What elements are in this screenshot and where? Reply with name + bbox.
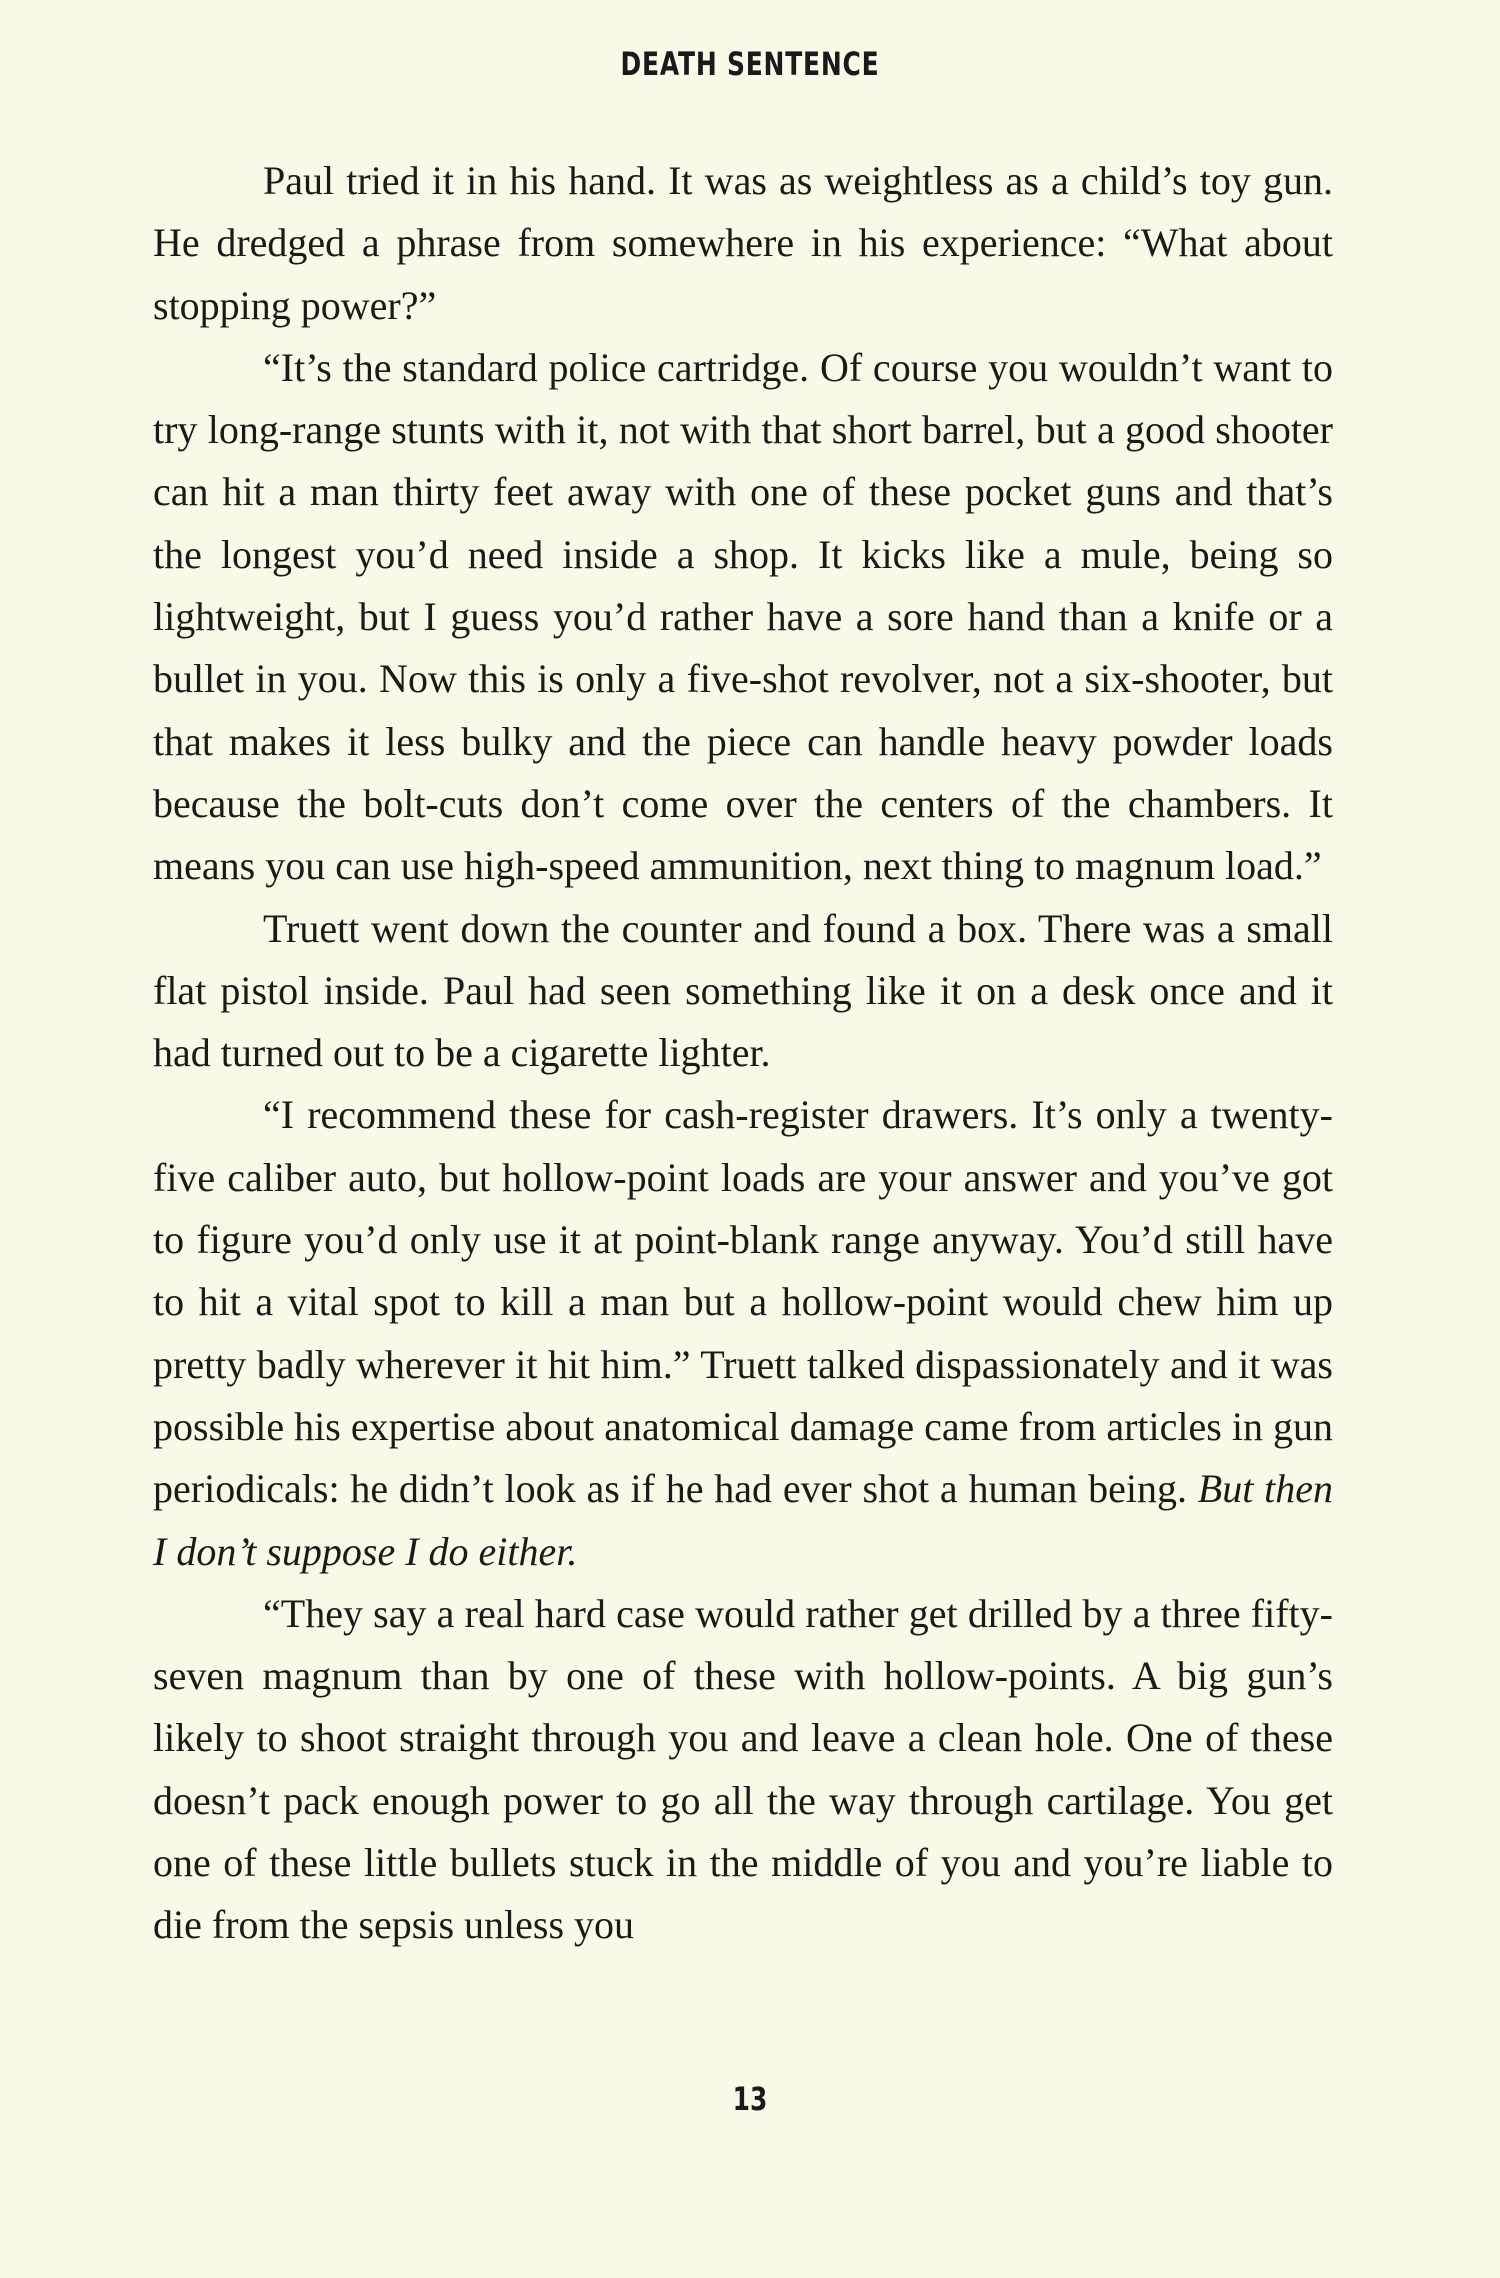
paragraph-4 [153,1084,1333,1582]
paragraph-1-text: Paul tried it in his hand. It was as weightless as a child’s toy gun. He dredged a phrase from somewhere in his experience: “What about stopping power?” [153,158,1333,328]
paragraph-2 [153,337,1333,898]
paragraph-3-text: Truett went down the counter and found a box. There was a small flat pistol inside. Paul had seen something like it on a desk once and it had turned out to be a cigarette lighter. [153,905,1333,1076]
paragraph-2-text: “It’s the standard police cartridge. Of course you wouldn’t want to try long-range stunts with it, not with that short barrel, but a good shooter can hit a man thirty feet away with one of these pocket guns and that’s the longest you’d need inside a shop. It kicks like a mule, being so lightweight, but I guess you’d rather have a sore hand than a knife or a bullet in you. Now this is only a five-shot revolver, not a six-shooter, but that makes it less bulky and the piece can handle heavy powder loads because the bolt-cuts don’t come over the centers of the chambers. It means you can use high-speed ammunition, next thing to magnum load.” [153,344,1333,889]
paragraph-3 [153,898,1333,1085]
paragraph-5-text: “They say a real hard case would rather get drilled by a three fifty-seven magnum than by one of these with hollow-points. A big gun’s likely to shoot straight through you and leave a clean hole. One of these doesn’t pack enough power to go all the way through cartilage. You get one of these little bullets stuck in the middle of you and you’re liable to die from the sepsis unless you [153,1590,1333,1948]
paragraph-5 [153,1583,1333,1957]
paragraph-4-text: “I recommend these for cash-register drawers. It’s only a twenty-five caliber auto, but hollow-point loads are your answer and you’ve got to figure you’d only use it at point-blank range anyway. You’d still have to hit a vital spot to kill a man but a hollow-point would chew him up pretty badly wherever it hit him.” Truett talked dispassionately and it was possible his expertise about anatomical damage came from articles in gun periodicals: he didn’t look as if he had ever shot a human being. [153,1092,1333,1512]
paragraph-4-italic-thought: But then I don’t suppose I do either. [153,1466,1333,1574]
paragraph-1 [153,150,1333,337]
running-head: DEATH SENTENCE [620,45,880,83]
page-number: 13 [732,2080,768,2118]
body-text [153,150,1333,1957]
